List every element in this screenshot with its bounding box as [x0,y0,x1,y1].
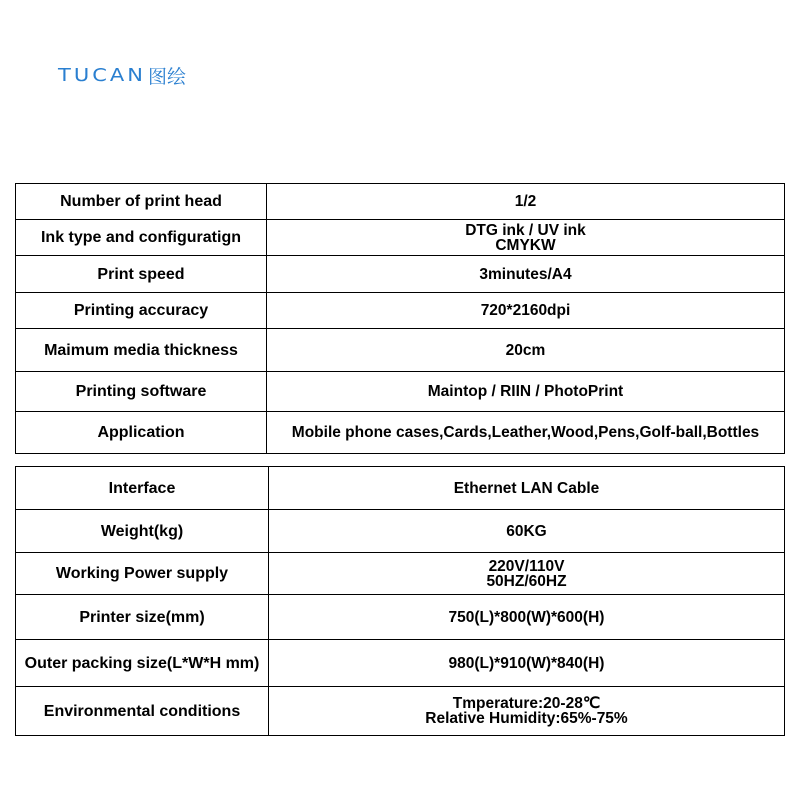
spec-value-line: CMYKW [495,236,556,254]
spec-label: Print speed [16,256,267,293]
spec-value [267,184,785,220]
spec-label: Outer packing size(L*W*H mm) [16,640,269,687]
spec-value-line: 720*2160dpi [480,302,571,319]
spec-value-line: 20cm [505,341,546,359]
spec-value [267,329,785,372]
spec-row-printer-size [16,595,785,640]
spec-value-line: 60KG [506,522,547,540]
spec-label: Ink type and configuratign [16,220,267,256]
spec-value-line: 750(L)*800(W)*600(H) [448,608,605,626]
spec-row-software [16,372,785,412]
spec-label: Weight(kg) [16,510,269,553]
spec-row-print-head [16,184,785,220]
spec-value [267,256,785,293]
spec-label: Environmental conditions [16,687,269,736]
spec-table-physical [15,466,785,736]
spec-value [269,553,785,595]
spec-label: Number of print head [16,184,267,220]
spec-value-line: 1/2 [514,193,537,210]
spec-label: Printing accuracy [16,293,267,329]
spec-value-line: Mobile phone cases,Cards,Leather,Wood,Pens,Golf-ball,Bottles [291,424,760,441]
spec-value [267,220,785,256]
spec-value-line: 980(L)*910(W)*840(H) [448,654,605,672]
spec-value [267,293,785,329]
spec-row-packing-size [16,640,785,687]
spec-value [269,640,785,687]
brand-name: TUCAN [58,64,146,86]
spec-value-line: DTG ink / UV ink [465,221,586,239]
spec-row-application [16,412,785,454]
spec-label: Working Power supply [16,553,269,595]
spec-row-interface [16,467,785,510]
spec-value-line: Tmperature:20-28℃ [452,695,601,712]
spec-label: Maimum media thickness [16,329,267,372]
spec-value [269,595,785,640]
spec-label: Printer size(mm) [16,595,269,640]
spec-row-ink-type [16,220,785,256]
spec-value [267,412,785,454]
spec-row-media-thickness [16,329,785,372]
spec-value-line: Relative Humidity:65%-75% [425,710,628,727]
spec-table-main [15,183,785,454]
spec-value [267,372,785,412]
spec-value-line: 50HZ/60HZ [486,572,567,590]
spec-value [269,687,785,736]
spec-row-power-supply [16,553,785,595]
spec-value-line: 3minutes/A4 [479,265,572,283]
spec-value-line: 220V/110V [488,557,565,575]
spec-label: Application [16,412,267,454]
spec-value [269,467,785,510]
spec-value-line: Maintop / RIIN / PhotoPrint [427,383,624,400]
spec-row-weight [16,510,785,553]
spec-row-environment [16,687,785,736]
brand-logo [58,62,186,88]
spec-value-line: Ethernet LAN Cable [453,479,600,497]
spec-row-print-speed [16,256,785,293]
spec-label: Interface [16,467,269,510]
spec-row-accuracy [16,293,785,329]
spec-value [269,510,785,553]
spec-label: Printing software [16,372,267,412]
brand-chinese-name: 图绘 [147,65,186,88]
